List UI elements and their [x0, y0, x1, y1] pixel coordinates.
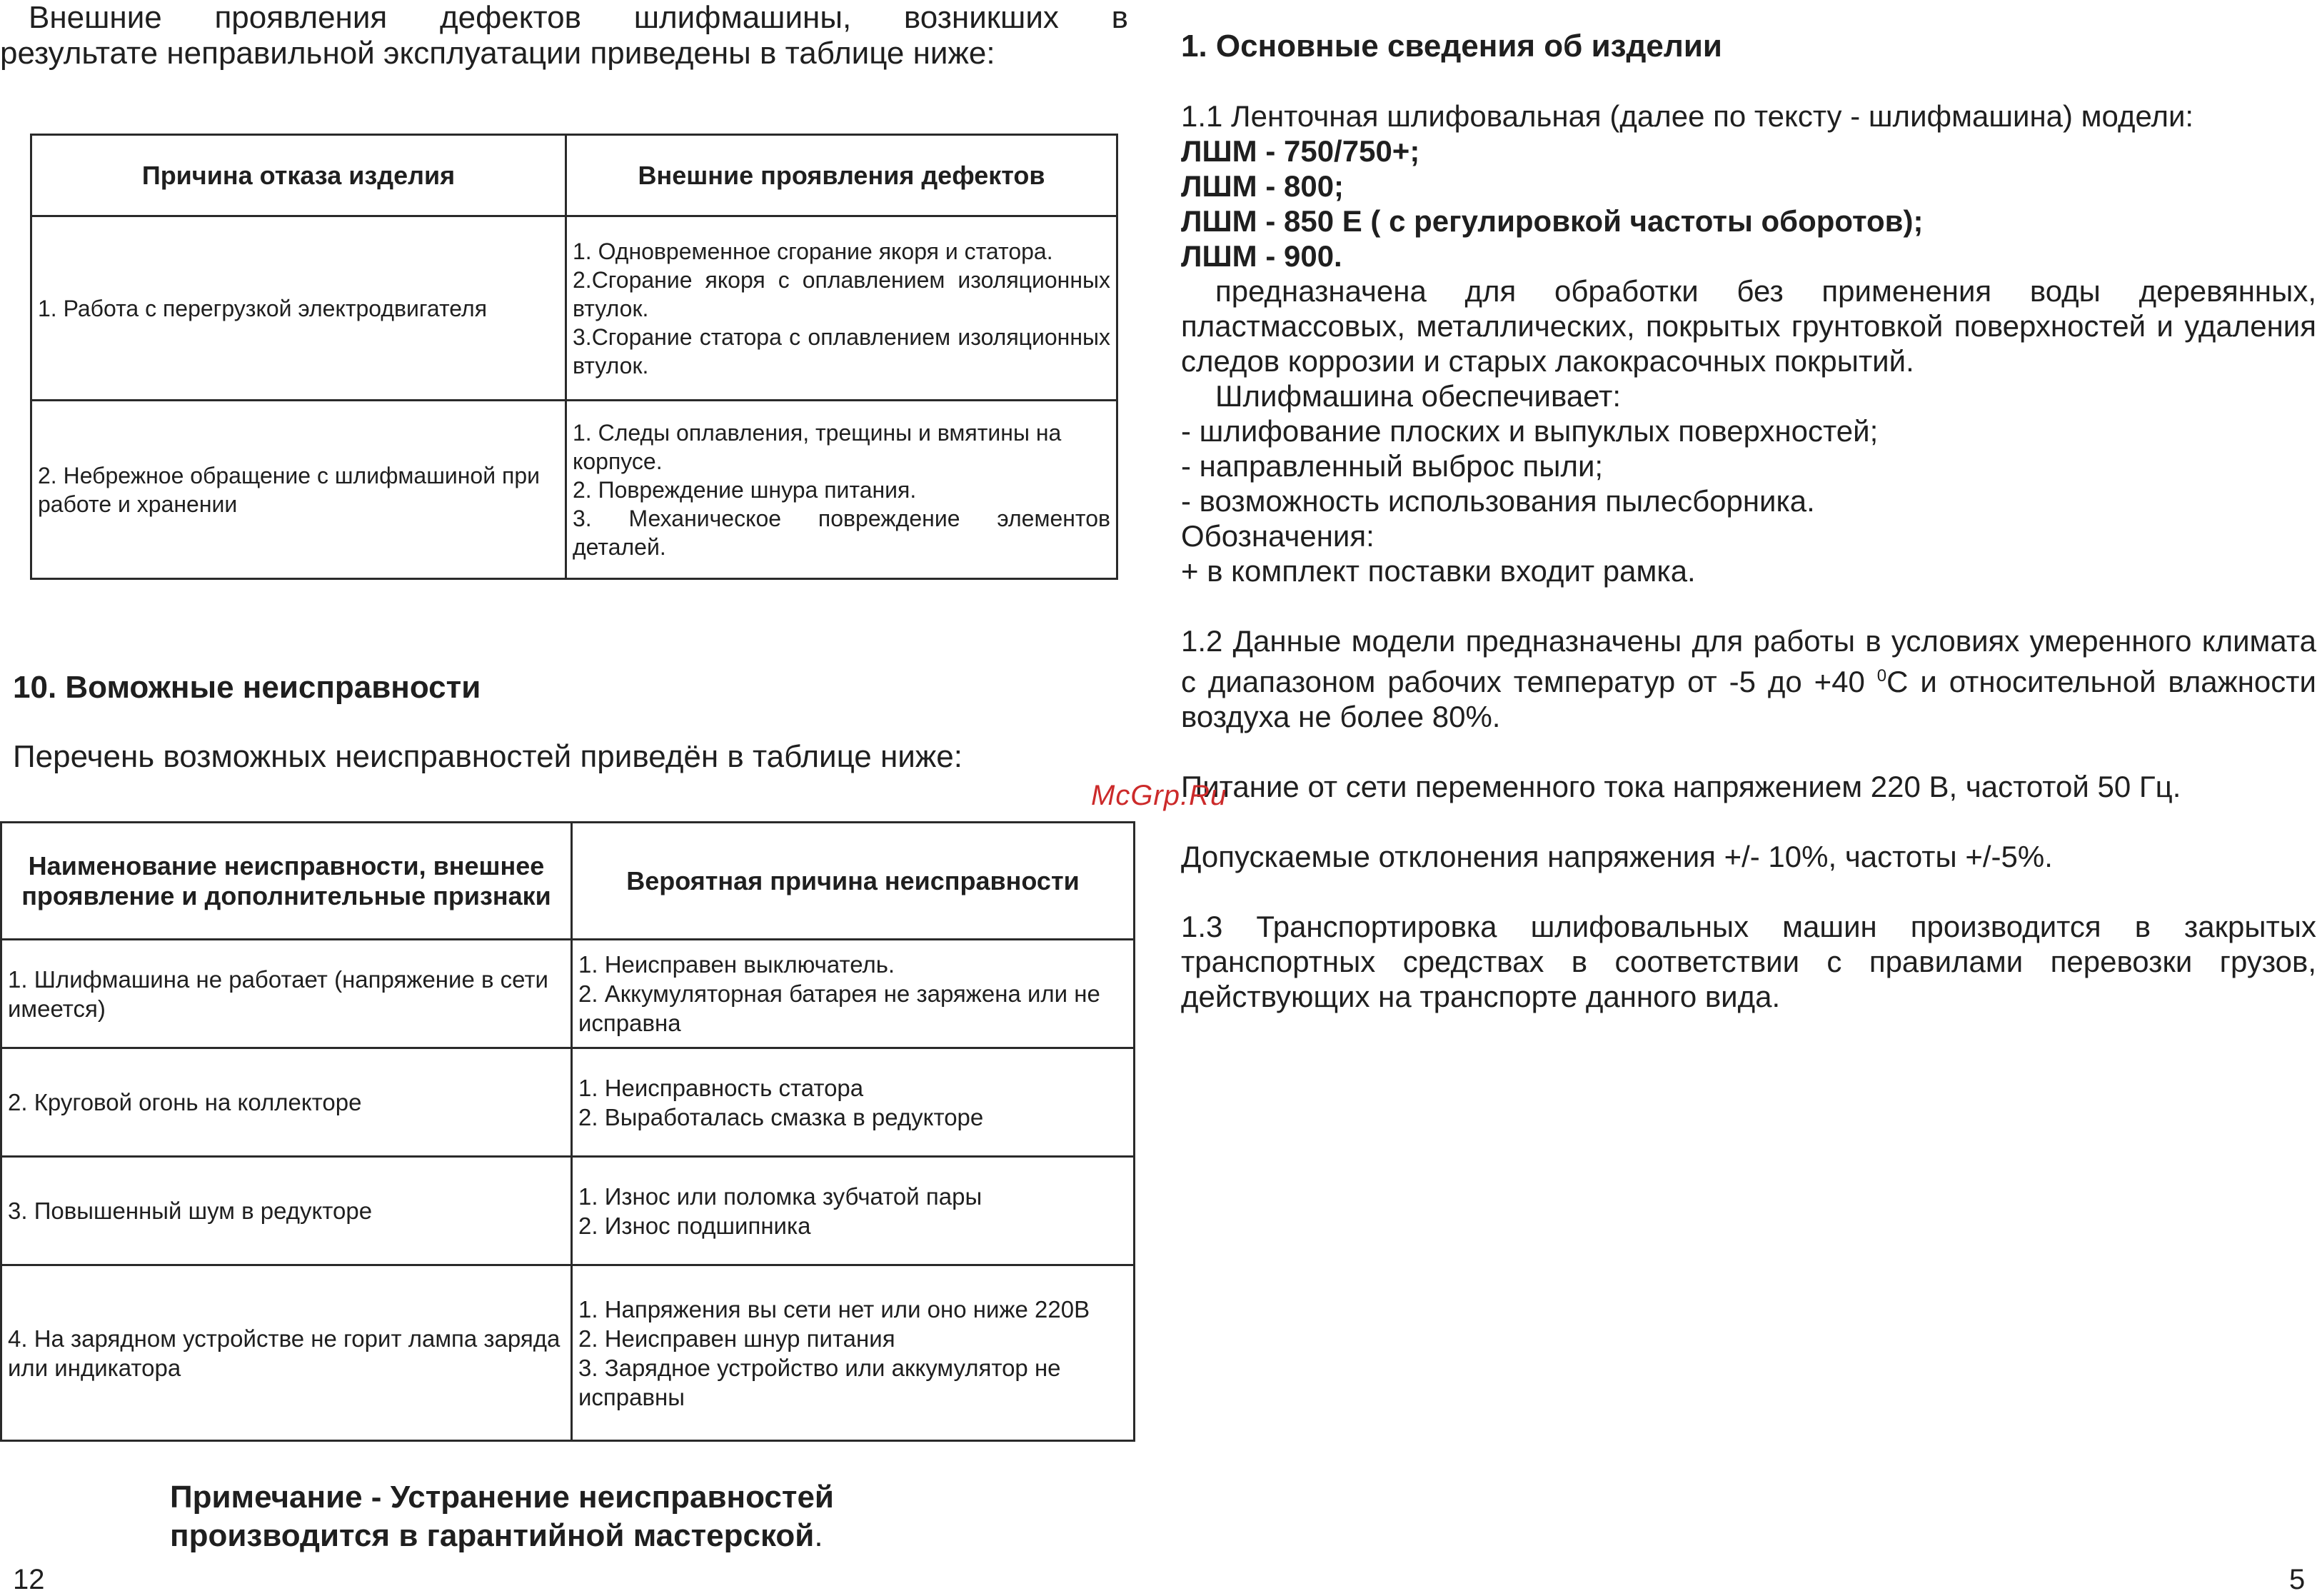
p12-part-b: С и относительной влажности воздуха не более 80%.: [1181, 665, 2316, 733]
intro-line-2: результате неправильной эксплуатации приведены в таблице ниже:: [0, 36, 995, 71]
effect-item: 1. Следы оплавления, трещины и вмятины на корпусе.: [573, 419, 1062, 474]
reason-item: 1. Неисправность статора: [578, 1074, 864, 1101]
table-row: [31, 401, 1117, 579]
fault-3: 3. Повышенный шум в редукторе: [1, 1157, 572, 1265]
reason-item: 2. Выработалась смазка в редукторе: [578, 1103, 984, 1130]
watermark: McGrp.Ru: [1091, 780, 1227, 811]
section-10-title: 10. Воможные неисправности: [13, 670, 481, 705]
reasons-3: [572, 1157, 1135, 1265]
tolerance-text: Допускаемые отклонения напряжения +/- 10%, частоты +/-5%.: [1181, 840, 2053, 873]
table-row: [1, 940, 1135, 1048]
table-row: [1, 1265, 1135, 1441]
defects-effects-1: [566, 216, 1117, 401]
effect-item: 1. Одновременное сгорание якоря и статора.: [573, 238, 1053, 264]
reason-item: 1. Износ или поломка зубчатой пары: [578, 1183, 982, 1210]
effect-item: 2. Повреждение шнура питания.: [573, 476, 917, 503]
faults-header-fault: Наименование неисправности, внешнее проявление и дополнительные признаки: [1, 823, 572, 940]
model-2: ЛШМ - 800;: [1181, 169, 1345, 203]
effect-item: 3.Сгорание статора с оплавлением изоляционных втулок.: [573, 323, 1110, 378]
fault-1: 1. Шлифмашина не работает (напряжение в сети имеется): [1, 940, 572, 1048]
defects-header-effects: Внешние проявления дефектов: [566, 135, 1117, 216]
defects-header-cause: Причина отказа изделия: [31, 135, 566, 216]
p12-part-a: 1.2 Данные модели предназначены для работы в условиях умеренного климата с диапазоном рабочих температур от -5 до +40: [1181, 624, 2316, 698]
provides-item-3: - возможность использования пылесборника.: [1181, 484, 1815, 518]
defects-table: [30, 134, 1118, 580]
defects-cause-1: 1. Работа с перегрузкой электродвигателя: [31, 216, 566, 401]
provides-title: Шлифмашина обеспечивает:: [1215, 379, 1622, 413]
fault-2: 2. Круговой огонь на коллекторе: [1, 1048, 572, 1157]
page-number-left: 12: [13, 1564, 45, 1595]
model-4: ЛШМ - 900.: [1181, 239, 1342, 273]
reasons-4: [572, 1265, 1135, 1441]
reason-item: 1. Напряжения вы сети нет или оно ниже 220В: [578, 1295, 1090, 1323]
table-row: [31, 216, 1117, 401]
power-text: Питание от сети переменного тока напряжением 220 В, частотой 50 Гц.: [1181, 770, 2181, 803]
reason-item: 1. Неисправен выключатель.: [578, 951, 895, 978]
model-1: ЛШМ - 750/750+;: [1181, 134, 1420, 168]
reason-item: 2. Неисправен шнур питания: [578, 1325, 895, 1352]
right-page: [1181, 29, 2316, 1014]
intro-line-1: Внешние проявления дефектов шлифмашины, возникших в: [29, 0, 1128, 35]
defects-effects-2: [566, 401, 1117, 579]
section-10-subtitle: Перечень возможных неисправностей приведён в таблице ниже:: [13, 739, 963, 774]
p13: 1.3 Транспортировка шлифовальных машин производится в закрытых транспортных средствах в соответствии с правилами перевозки грузов, действующих на транспорте данного вида.: [1181, 910, 2316, 1013]
note: [170, 1478, 834, 1555]
provides-item-2: - направленный выброс пыли;: [1181, 449, 1604, 483]
purpose-text: предназначена для обработки без применения воды деревянных, пластмассовых, металлических, покрытых грунтовкой поверхностей и удаления следов коррозии и старых лакокрасочных покрытий.: [1181, 274, 2316, 378]
provides-item-1: - шлифование плоских и выпуклых поверхностей;: [1181, 414, 1879, 448]
degree-sup: 0: [1876, 666, 1887, 686]
reason-item: 2. Износ подшипника: [578, 1212, 811, 1239]
p12: [1181, 623, 2316, 734]
effect-item: 3. Механическое повреждение элементов деталей.: [573, 505, 1110, 560]
table-row: [1, 1048, 1135, 1157]
effect-item: 2.Сгорание якоря с оплавлением изоляционных втулок.: [573, 266, 1110, 321]
note-line-2-wrap: [170, 1517, 834, 1555]
defects-cause-2: 2. Небрежное обращение с шлифмашиной при работе и хранении: [31, 401, 566, 579]
reason-item: 3. Зарядное устройство или аккумулятор не исправны: [578, 1354, 1061, 1410]
table-row: [1, 1157, 1135, 1265]
reasons-1: [572, 940, 1135, 1048]
reasons-2: [572, 1048, 1135, 1157]
model-3: ЛШМ - 850 Е ( с регулировкой частоты оборотов);: [1181, 204, 1924, 238]
note-period: .: [814, 1518, 823, 1553]
note-line-1: Примечание - Устранение неисправностей: [170, 1480, 834, 1515]
designations-title: Обозначения:: [1181, 519, 1374, 553]
note-line-2: производится в гарантийной мастерской: [170, 1518, 815, 1553]
faults-header-reason: Вероятная причина неисправности: [572, 823, 1135, 940]
designation-item: + в комплект поставки входит рамка.: [1181, 554, 1696, 588]
faults-table: [0, 821, 1135, 1442]
reason-item: 2. Аккумуляторная батарея не заряжена или не исправна: [578, 980, 1100, 1036]
page-number-right: 5: [2289, 1564, 2306, 1595]
section-1-title: 1. Основные сведения об изделии: [1181, 29, 1722, 64]
p11-intro: 1.1 Ленточная шлифовальная (далее по тексту - шлифмашина) модели:: [1181, 99, 2194, 133]
fault-4: 4. На зарядном устройстве не горит лампа заряда или индикатора: [1, 1265, 572, 1441]
intro-text: [0, 0, 1128, 71]
